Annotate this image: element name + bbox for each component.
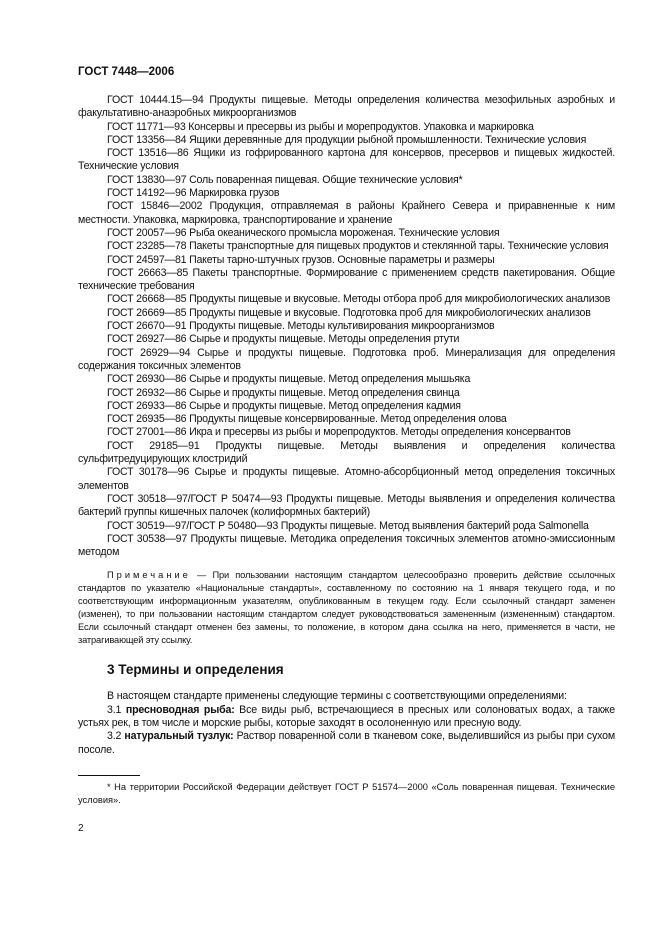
note-label: Примечание xyxy=(107,570,191,581)
reference-item: ГОСТ 13356—84 Ящики деревянные для продукции рыбной промышленности. Технические условия xyxy=(107,133,587,146)
reference-item: ГОСТ 26927—86 Сырье и продукты пищевые. Методы определения ртути xyxy=(107,333,460,346)
term-text: Раствор поваренной соли в тканевом соке, выделившийся из рыбы при сухом посоле. xyxy=(78,730,615,756)
reference-item: ГОСТ 24597—81 Пакеты тарно-штучных грузов. Основные параметры и размеры xyxy=(107,253,495,266)
page-number: 2 xyxy=(78,822,84,834)
terms-section xyxy=(78,690,615,756)
footnote: * На территории Российской Федерации действует ГОСТ Р 51574—2000 «Соль поваренная пищевая. Технические условия». xyxy=(78,781,615,805)
reference-item: ГОСТ 13516—86 Ящики из гофрированного картона для консервов, пресервов и пищевых жидкостей. Технические условия xyxy=(78,147,615,173)
footnote-divider xyxy=(78,775,140,776)
reference-item: ГОСТ 29185—91 Продукты пищевые. Методы выявления и определения количества сульфитредуцирующих клостридий xyxy=(78,439,615,466)
term-name: натуральный тузлук: xyxy=(124,730,234,743)
note xyxy=(78,569,615,647)
reference-item: ГОСТ 14192—96 Маркировка грузов xyxy=(107,187,280,200)
term-definition xyxy=(78,704,615,731)
reference-item: ГОСТ 10444.15—94 Продукты пищевые. Методы определения количества мезофильных аэробных и факультативно-анаэробных микроорганизмов xyxy=(78,94,615,120)
reference-item: ГОСТ 26932—86 Сырье и продукты пищевые. Метод определения свинца xyxy=(107,386,460,399)
reference-item: ГОСТ 26933—86 Сырье и продукты пищевые. Метод определения кадмия xyxy=(107,399,461,412)
term-text: Все виды рыб, встречающиеся в пресных или солоноватых водах, а также устьях рек, в том числе и морские рыбы, которые заходят в осолоненную или пресную воду. xyxy=(78,703,615,729)
document-header: ГОСТ 7448—2006 xyxy=(78,66,175,78)
reference-item: ГОСТ 26930—86 Сырье и продукты пищевые. Метод определения мышьяка xyxy=(107,373,471,386)
reference-item: ГОСТ 26669—85 Продукты пищевые и вкусовые. Подготовка проб для микробиологических анализов xyxy=(107,306,591,319)
reference-item: ГОСТ 30538—97 Продукты пищевые. Методика определения токсичных элементов атомно-эмиссионным методом xyxy=(78,532,615,559)
normative-references-list xyxy=(78,94,615,559)
term-definition xyxy=(78,730,615,757)
reference-item: ГОСТ 26670—91 Продукты пищевые. Методы культивирования микроорганизмов xyxy=(107,320,495,333)
reference-item: ГОСТ 11771—93 Консервы и пресервы из рыбы и морепродуктов. Упаковка и маркировка xyxy=(107,120,534,133)
reference-item: ГОСТ 20057—96 Рыба океанического промысла мороженая. Технические условия xyxy=(107,226,500,239)
reference-item: ГОСТ 30518—97/ГОСТ Р 50474—93 Продукты пищевые. Методы выявления и определения количества бактерий группы кишечных палочек (колиформных бактерий) xyxy=(78,492,615,519)
note-text: — При пользовании настоящим стандартом целесообразно проверить действие ссылочных стандартов по указателю «Национальные стандарты», составленному по состоянию на 1 января текущего года, и по соответствующим информационным указателям, опубликованным в текущем году. Если ссылочный стандарт заменен (изменен), то при пользовании настоящим стандартом следует руководствоваться замененным (измененным) стандартом. Если ссылочный стандарт отменен без замены, то положение, в котором дана ссылка на него, применяется в части, не затрагивающей эту ссылку. xyxy=(78,570,615,646)
reference-item: ГОСТ 26935—86 Продукты пищевые консервированные. Метод определения олова xyxy=(107,413,507,426)
reference-item: ГОСТ 13830—97 Соль поваренная пищевая. Общие технические условия* xyxy=(107,173,463,186)
term-name: пресноводная рыба: xyxy=(125,703,235,716)
reference-item: ГОСТ 26663—85 Пакеты транспортные. Формирование с применением средств пакетирования. Общие технические требования xyxy=(78,266,615,293)
reference-item: ГОСТ 27001—86 Икра и пресервы из рыбы и морепродуктов. Методы определения консервантов xyxy=(107,426,571,439)
term-number: 3.2 xyxy=(107,730,125,743)
reference-item: ГОСТ 15846—2002 Продукция, отправляемая в районы Крайнего Севера и приравненные к ним местности. Упаковка, маркировка, транспортирование и хранение xyxy=(78,200,615,226)
section-intro: В настоящем стандарте применены следующие термины с соответствующими определениями: xyxy=(107,690,567,703)
reference-item: ГОСТ 30178—96 Сырье и продукты пищевые. Атомно-абсорбционный метод определения токсичных элементов xyxy=(78,466,615,492)
reference-item: ГОСТ 23285—78 Пакеты транспортные для пищевых продуктов и стеклянной тары. Технические условия xyxy=(107,240,609,253)
section-heading: 3 Термины и определения xyxy=(107,662,284,678)
term-number: 3.1 xyxy=(107,703,126,716)
reference-item: ГОСТ 26668—85 Продукты пищевые и вкусовые. Методы отбора проб для микробиологических анализов xyxy=(107,293,611,306)
reference-item: ГОСТ 30519—97/ГОСТ Р 50480—93 Продукты пищевые. Метод выявления бактерий рода Salmonella xyxy=(107,519,589,532)
reference-item: ГОСТ 26929—94 Сырье и продукты пищевые. Подготовка проб. Минерализация для определения содержания токсичных элементов xyxy=(78,346,615,372)
